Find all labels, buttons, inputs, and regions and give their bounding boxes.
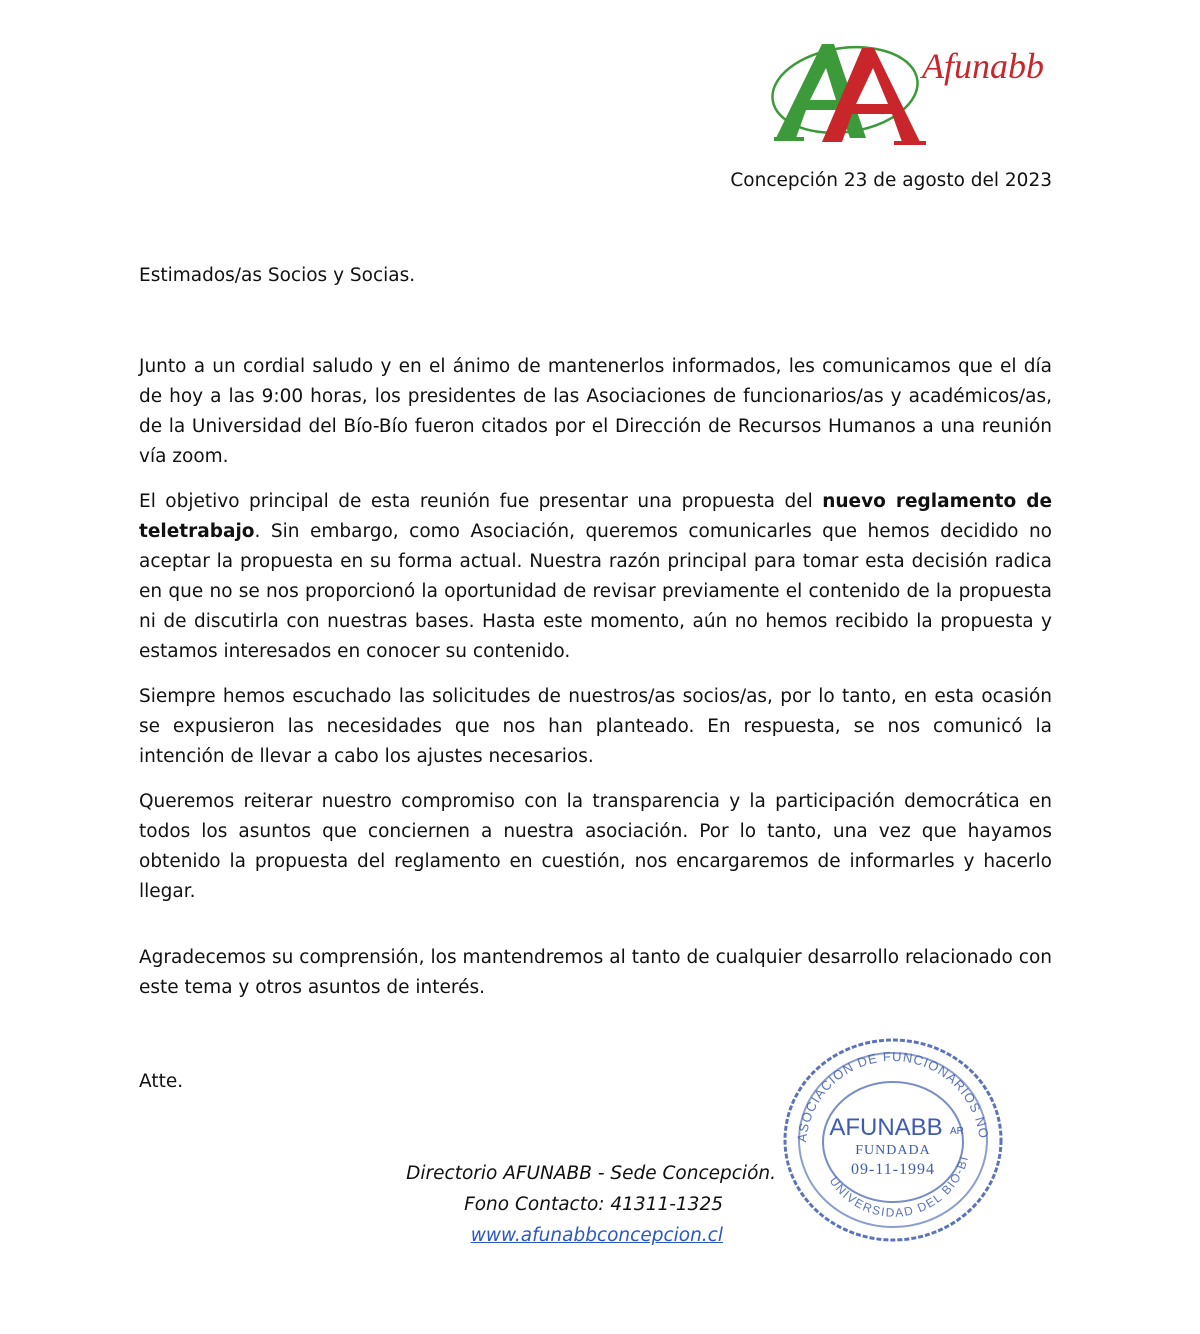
greeting: Estimados/as Socios y Socias. <box>139 265 416 286</box>
seal-name: AFUNABB <box>829 1114 943 1141</box>
logo-graphic <box>770 38 1060 150</box>
sign-off: Atte. <box>139 1071 184 1092</box>
afunabb-logo <box>770 38 1060 150</box>
website-link[interactable]: www.afunabbconcepcion.cl <box>470 1225 723 1246</box>
reglamento-highlight: nuevo reglamento de teletrabajo <box>139 491 1052 542</box>
paragraph-4: Queremos reiterar nuestro compromiso con la transparencia y la participación democrática en todos los asuntos que conciernen a nuestra asociación. Por lo tanto, una vez que hayamos obtenido la propuesta del reglamento en cuestión, nos encargaremos de informarles y hacerlo llegar. <box>139 791 1052 902</box>
paragraph-2 <box>139 487 1052 667</box>
paragraph-1: Junto a un cordial saludo y en el ánimo de mantenerlos informados, les comunicamos que el día de hoy a las 9:00 horas, los presidentes de las Asociaciones de funcionarios/as y académicos/as, de la Universidad del Bío-Bío fueron citados por el Dirección de Recursos Humanos a una reunión vía zoom. <box>139 356 1052 467</box>
closing-paragraph: Agradecemos su comprensión, los mantendremos al tanto de cualquier desarrollo relacionado con este tema y otros asuntos de interés. <box>139 947 1052 998</box>
svg-text:ASOCIACION DE FUNCIONARIOS NO: ASOCIACION DE FUNCIONARIOS NO <box>794 1048 992 1143</box>
paragraph-2-rest: . Sin embargo, como Asociación, queremos comunicarles que hemos decidido no aceptar la propuesta en su forma actual. Nuestra razón principal para tomar esta decisión radica en que no se nos proporcionó la oportunidad de revisar previamente el contenido de la propuesta ni de discutirla con nuestras bases. Hasta este momento, aún no hemos recibido la propuesta y estamos interesados en conocer su contenido. <box>139 521 1052 662</box>
official-seal-stamp <box>778 1030 1008 1248</box>
signature-block <box>330 1158 776 1251</box>
paragraph-3: Siempre hemos escuchado las solicitudes de nuestros/as socios/as, por lo tanto, en esta ocasión se expusieron las necesidades que nos han planteado. En respuesta, se nos comunicó la intención de llevar a cabo los ajustes necesarios. <box>139 686 1052 767</box>
logo-wordmark: Afunabb <box>922 46 1044 86</box>
seal-name-suffix: AR <box>950 1126 964 1137</box>
contact-phone: Fono Contacto: 41311-1325 <box>464 1194 723 1215</box>
directorio-line: Directorio AFUNABB - Sede Concepción. <box>406 1163 776 1184</box>
seal-founded-label: FUNDADA <box>855 1143 931 1158</box>
letter-date: Concepción 23 de agosto del 2023 <box>730 170 1052 191</box>
letter-body <box>139 352 1052 922</box>
paragraph-2-intro: El objetivo principal de esta reunión fue presentar una propuesta del <box>139 491 823 512</box>
seal-founded-date: 09-11-1994 <box>850 1161 936 1178</box>
svg-text:UNIVERSIDAD DEL BIO-BIO: UNIVERSIDAD DEL BIO-BI <box>826 1153 972 1220</box>
seal-graphic <box>778 1030 1008 1248</box>
closing-block <box>139 943 1052 1003</box>
